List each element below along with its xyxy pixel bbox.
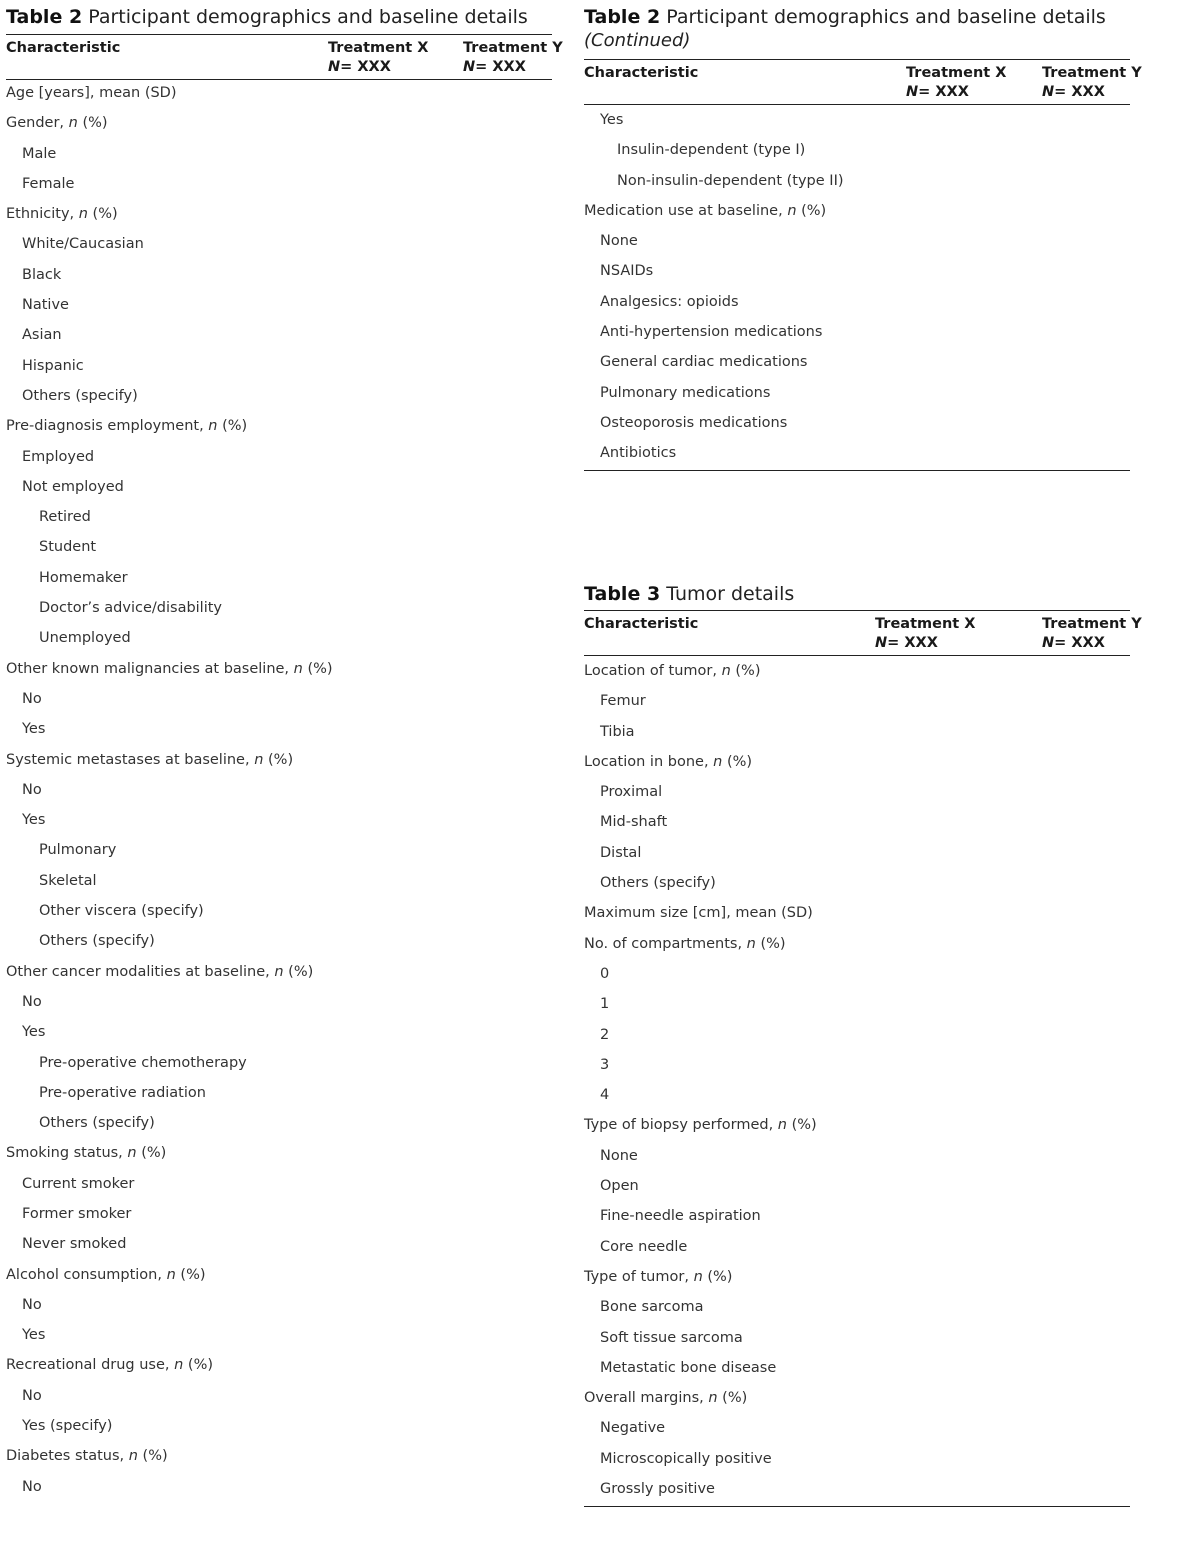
- table-row: Yes (specify): [22, 1418, 113, 1435]
- header-treatment-x-label: Treatment X: [328, 40, 429, 56]
- table-row: Skeletal: [39, 872, 97, 889]
- table-row: No: [22, 690, 42, 707]
- table-row: Osteoporosis medications: [600, 414, 788, 431]
- table-row: Pulmonary: [39, 842, 117, 859]
- table-row-category: Location of tumor, n (%): [584, 663, 761, 679]
- table-row: No: [22, 1478, 42, 1495]
- table-row: Other viscera (specify): [39, 903, 204, 920]
- header-characteristic: Characteristic: [584, 616, 699, 632]
- table-row: Core needle: [600, 1238, 688, 1255]
- table-row: Retired: [39, 509, 91, 526]
- table-title: Tumor details: [666, 583, 795, 605]
- table-row: Yes: [600, 112, 624, 128]
- table-row: Hispanic: [22, 357, 84, 374]
- table-body: [584, 105, 1130, 471]
- header-characteristic: Characteristic: [584, 65, 699, 81]
- table-row: Proximal: [600, 784, 663, 801]
- table-row: Others (specify): [22, 387, 138, 404]
- table-caption: [584, 5, 1130, 53]
- table-row: 1: [600, 996, 610, 1013]
- table-header: [6, 34, 563, 80]
- table-row: Yes: [22, 1024, 46, 1041]
- table-title: Participant demographics and baseline details: [88, 6, 528, 28]
- header-treatment-y-n: N= XXX: [1042, 635, 1105, 651]
- header-treatment-x-n: N= XXX: [875, 635, 938, 651]
- table-row: Never smoked: [22, 1236, 127, 1253]
- table-row: Student: [39, 539, 97, 556]
- header-treatment-x: [328, 39, 428, 77]
- table-row: Others (specify): [39, 1115, 155, 1132]
- table-row: Current smoker: [22, 1175, 135, 1192]
- table-row: Black: [22, 266, 62, 283]
- table-row-category: Type of tumor, n (%): [584, 1268, 733, 1285]
- table-header: [584, 59, 1142, 105]
- table-label: Table 2: [6, 6, 83, 28]
- table-row: Unemployed: [39, 630, 131, 647]
- table-row-category: Smoking status, n (%): [6, 1145, 167, 1162]
- table-row-category: Systemic metastases at baseline, n (%): [6, 751, 294, 768]
- table-row-category: Overall margins, n (%): [584, 1390, 748, 1407]
- table-row-category: Type of biopsy performed, n (%): [584, 1117, 817, 1134]
- table-row: Pulmonary medications: [600, 384, 771, 401]
- table-row-category: No. of compartments, n (%): [584, 935, 786, 952]
- table-row: Mid-shaft: [600, 814, 668, 831]
- header-treatment-y: [463, 39, 563, 77]
- table-row: Non-insulin-dependent (type II): [617, 172, 844, 189]
- table-row: White/Caucasian: [22, 236, 144, 253]
- table-row-category: Pre-diagnosis employment, n (%): [6, 418, 248, 435]
- table-row: None: [600, 1147, 638, 1164]
- table-row: Bone sarcoma: [600, 1299, 704, 1316]
- table-row: Yes: [22, 721, 46, 738]
- table-row: None: [600, 233, 638, 250]
- table-caption: [6, 5, 552, 29]
- table-row-category: Age [years], mean (SD): [6, 85, 177, 101]
- table-row: Grossly positive: [600, 1481, 715, 1498]
- table-row: Pre-operative chemotherapy: [39, 1054, 247, 1071]
- table-row: Native: [22, 297, 69, 314]
- table-row: Analgesics: opioids: [600, 293, 739, 310]
- table-row: Male: [22, 145, 57, 162]
- header-treatment-x-label: Treatment X: [875, 616, 976, 632]
- table-row: Not employed: [22, 478, 124, 495]
- table-row: Tibia: [600, 723, 635, 740]
- table-body: [6, 78, 552, 1502]
- table-row: Yes: [22, 1327, 46, 1344]
- table-row-category: Diabetes status, n (%): [6, 1448, 168, 1465]
- table-row: 3: [600, 1056, 610, 1073]
- table-row: Distal: [600, 844, 642, 861]
- table-row: Former smoker: [22, 1205, 132, 1222]
- table-row: Yes: [22, 812, 46, 829]
- header-characteristic: Characteristic: [6, 40, 121, 56]
- header-treatment-x-n: N= XXX: [328, 59, 391, 75]
- table-2-continued: [584, 5, 1142, 471]
- table-continued-note: (Continued): [584, 30, 691, 51]
- table-row-category: Medication use at baseline, n (%): [584, 202, 827, 219]
- table-body: [584, 656, 1130, 1507]
- table-row: No: [22, 1387, 42, 1404]
- table-2-left: [6, 5, 563, 1502]
- table-title: Participant demographics and baseline details: [666, 6, 1106, 28]
- header-treatment-x-label: Treatment X: [906, 65, 1007, 81]
- table-row: 4: [600, 1087, 610, 1104]
- table-row: No: [22, 781, 42, 798]
- table-row: Negative: [600, 1420, 666, 1437]
- table-row-category: Recreational drug use, n (%): [6, 1357, 214, 1374]
- table-row-category: Maximum size [cm], mean (SD): [584, 905, 813, 922]
- header-treatment-y-label: Treatment Y: [1042, 616, 1142, 632]
- table-row: Soft tissue sarcoma: [600, 1329, 743, 1346]
- table-row: No: [22, 993, 42, 1010]
- table-3: [584, 582, 1142, 1507]
- table-row-category: Alcohol consumption, n (%): [6, 1266, 206, 1283]
- header-treatment-x: [875, 615, 975, 653]
- table-row: Asian: [22, 327, 62, 344]
- table-row: Employed: [22, 448, 95, 465]
- table-row: Homemaker: [39, 569, 128, 586]
- table-row: Metastatic bone disease: [600, 1359, 777, 1376]
- table-row: Antibiotics: [600, 445, 677, 462]
- table-row: Others (specify): [600, 875, 716, 892]
- table-row: Microscopically positive: [600, 1450, 772, 1467]
- header-treatment-y-label: Treatment Y: [463, 40, 563, 56]
- header-treatment-y: [1042, 64, 1142, 102]
- header-treatment-x-n: N= XXX: [906, 84, 969, 100]
- table-row: General cardiac medications: [600, 354, 808, 371]
- table-row-category: Other known malignancies at baseline, n (%): [6, 660, 333, 677]
- table-caption: [584, 582, 1130, 606]
- table-row: Fine-needle aspiration: [600, 1208, 761, 1225]
- header-treatment-y-n: N= XXX: [1042, 84, 1105, 100]
- table-row: 0: [600, 965, 610, 982]
- table-row: Others (specify): [39, 933, 155, 950]
- table-header: [584, 610, 1142, 656]
- table-row: NSAIDs: [600, 263, 654, 280]
- header-treatment-x: [906, 64, 1006, 102]
- table-row: Open: [600, 1178, 639, 1195]
- table-label: Table 3: [584, 583, 661, 605]
- table-row: Female: [22, 175, 75, 192]
- table-row: No: [22, 1296, 42, 1313]
- table-row: 2: [600, 1026, 610, 1043]
- table-label: Table 2: [584, 6, 661, 28]
- table-row: Femur: [600, 693, 646, 710]
- header-treatment-y-n: N= XXX: [463, 59, 526, 75]
- table-row: Pre-operative radiation: [39, 1084, 206, 1101]
- header-treatment-y-label: Treatment Y: [1042, 65, 1142, 81]
- table-row-category: Ethnicity, n (%): [6, 206, 118, 223]
- table-row-category: Location in bone, n (%): [584, 753, 753, 770]
- header-treatment-y: [1042, 615, 1142, 653]
- table-row: Doctor’s advice/disability: [39, 600, 223, 617]
- table-row: Insulin-dependent (type I): [617, 142, 806, 159]
- table-row: Anti-hypertension medications: [600, 324, 823, 341]
- table-row-category: Gender, n (%): [6, 115, 108, 132]
- table-row-category: Other cancer modalities at baseline, n (%): [6, 963, 314, 980]
